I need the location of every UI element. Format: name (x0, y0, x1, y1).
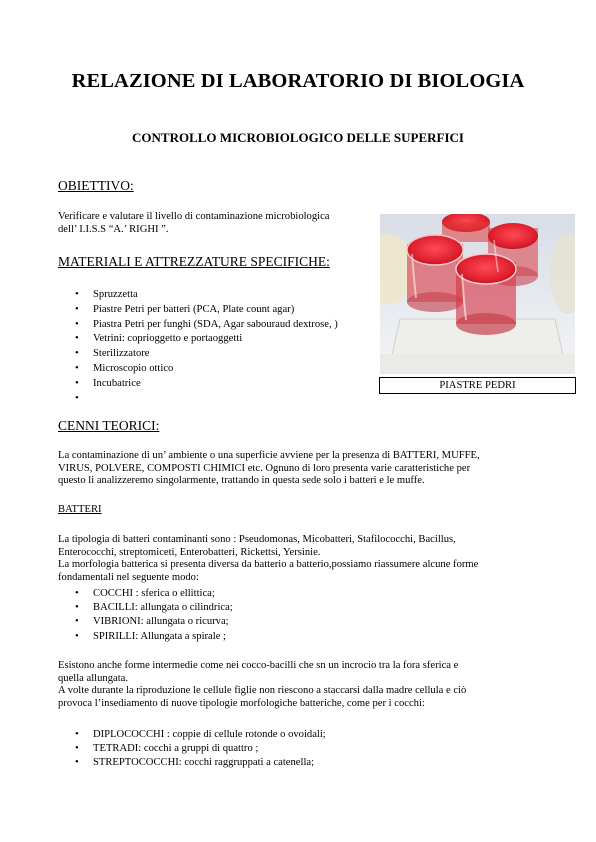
text-line: La morfologia batterica si presenta diversa da batterio a batterio,possiamo riassumere alcune forme (58, 559, 479, 571)
list-item (75, 392, 338, 407)
list-item: • Spruzzetta (75, 288, 338, 303)
batteri-intro (58, 534, 478, 584)
list-item: • SPIRILLI: Allungata a spirale ; (75, 630, 233, 644)
section-heading-obiettivo: OBIETTIVO: (58, 178, 134, 193)
text-line: Enterococchi, streptomiceti, Enterobatteri, Rickettsi, Yersinie. (58, 546, 321, 558)
text-line: provoca l’insediamento di nuove tipologie morfologiche batteriche, come per i cocchi: (58, 697, 425, 709)
text-line: Verificare e valutare il livello di contaminazione microbiologica (58, 211, 330, 222)
list-item: • DIPLOCOCCHI : coppie di cellule rotonde o ovoidali; (75, 728, 326, 742)
document-subtitle: CONTROLLO MICROBIOLOGICO DELLE SUPERFICI (132, 130, 464, 145)
list-item: • BACILLI: allungata o cilindrica; (75, 601, 233, 615)
photo-caption: PIASTRE PEDRI (379, 377, 576, 394)
document-title: RELAZIONE DI LABORATORIO DI BIOLOGIA (71, 70, 525, 92)
list-item: • Microscopio ottico (75, 362, 338, 377)
materials-list (75, 288, 338, 406)
batteri-intermediate-text (58, 660, 466, 710)
text-line: questo li analizzeremo singolarmente, trattando in questa sede solo i batteri e le muffe. (58, 475, 425, 487)
bacteria-forms-list (75, 587, 233, 644)
text-line: Esistono anche forme intermedie come nei cocco-bacilli che sn un incrocio tra la fora sferica e (58, 660, 459, 671)
section-heading-cenni: CENNI TEORICI: (58, 418, 160, 433)
text-line: dell’ I.I.S.S “A.’ RIGHI ”. (58, 223, 169, 235)
text-line: La tipologia di batteri contaminanti sono : Pseudomonas, Micobatteri, Stafilococchi, Bacillus, (58, 534, 456, 545)
list-item: • Vetrini: coprioggetto e portaoggetti (75, 332, 338, 347)
text-line: A volte durante la riproduzione le cellule figlie non riescono a staccarsi dalla madre cellula e ciò (58, 685, 467, 697)
list-item: • Incubatrice (75, 377, 338, 392)
obiettivo-text (58, 211, 330, 236)
list-item: • STREPTOCOCCHI: cocchi raggruppati a catenella; (75, 756, 326, 770)
section-heading-materiali: MATERIALI E ATTREZZATURE SPECIFICHE: (58, 254, 330, 269)
text-line: VIRUS, POLVERE, COMPOSTI CHIMICI etc. Ognuno di loro presenta varie caratteristiche per (58, 462, 471, 474)
section-heading-batteri: BATTERI (58, 504, 102, 515)
list-item: • TETRADI: cocchi a gruppi di quattro ; (75, 742, 326, 756)
list-item: • Sterilizzatore (75, 347, 338, 362)
cocchi-list (75, 728, 326, 771)
text-line: quella allungata. (58, 672, 129, 684)
list-item: • VIBRIONI: allungata o ricurva; (75, 615, 233, 629)
petri-dishes-photo (380, 214, 575, 374)
list-item: • COCCHI : sferica o ellittica; (75, 587, 233, 601)
text-line: La contaminazione di un’ ambiente o una superficie avviene per la presenza di BATTERI, MUFFE, (58, 450, 480, 461)
petri-dishes-image (380, 214, 575, 374)
list-item: • Piastre Petri per batteri (PCA, Plate count agar) (75, 303, 338, 318)
text-line: fondamentali nel seguente modo: (58, 571, 199, 583)
cenni-text (58, 450, 480, 488)
list-item: • Piastra Petri per funghi (SDA, Agar sabouraud dextrose, ) (75, 318, 338, 333)
